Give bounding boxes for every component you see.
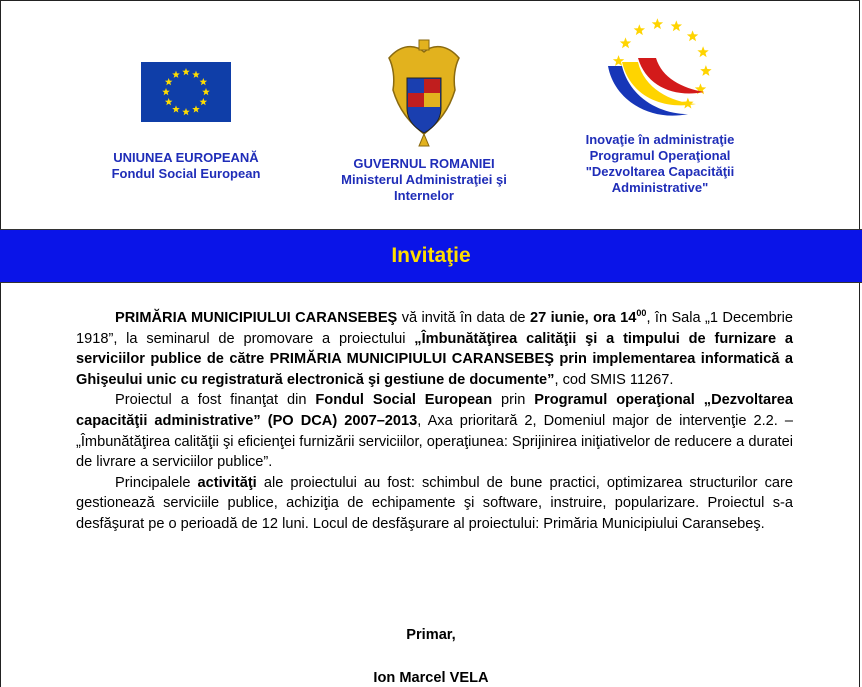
invitation-body xyxy=(76,308,793,535)
p1-date-text: 27 iunie, ora 14 xyxy=(529,310,637,326)
paragraph-3 xyxy=(76,473,793,535)
signature-role: Primar, xyxy=(406,627,456,643)
p1-text-d: , în Sala „1 Decembrie 1918”, la seminarul de promovare a proiectului xyxy=(76,310,793,347)
p2-program: Programul operaţional „Dezvoltarea capacităţii administrative” (PO DCA) 2007–2013 xyxy=(76,392,793,429)
ino-star-icon xyxy=(687,30,698,41)
coat-of-arms-icon xyxy=(383,38,465,150)
p3-text-a: Principalele xyxy=(115,474,198,491)
p1-project-title: „Îmbunătăţirea calităţii şi a timpului de furnizare a serviciilor publice de către PRIMĂRIA MUNICIPIULUI CARANSEBEŞ prin implementarea informatică a Ghişeului unic cu registratură electronică şi gestiune de documente” xyxy=(76,330,794,388)
p2-text-c: prin xyxy=(492,392,535,409)
p2-fund: Fondul Social European xyxy=(315,392,493,409)
ino-line4: Administrative" xyxy=(611,180,709,195)
p2-text-a: Proiectul a fost finanţat din xyxy=(115,392,316,409)
ino-star-icon xyxy=(620,37,631,48)
inovatie-logo-block xyxy=(560,18,760,196)
ino-star-icon xyxy=(700,65,711,76)
p1-date xyxy=(530,310,646,326)
eu-flag-icon xyxy=(141,62,231,122)
ino-line2: Programul Operaţional xyxy=(589,148,731,163)
eu-line1: UNIUNEA EUROPEANĂ xyxy=(113,150,259,165)
p1-text-f: , cod SMIS 11267. xyxy=(554,371,674,388)
title-banner xyxy=(0,229,862,283)
inovatie-logo-icon xyxy=(600,18,720,128)
p1-time-sup: 00 xyxy=(636,308,647,319)
signature-name: Ion Marcel VELA xyxy=(373,670,489,686)
p2-text-e: , Axa prioritară 2, Domeniul major de intervenţie 2.2. – „Îmbunătăţirea calităţii şi eficienţei furnizării serviciilor, operaţiunea: Sprijinirea iniţiativelor de reducere a duratei de livrare a serviciilor publice”. xyxy=(76,412,793,471)
p1-text-b: vă invită în data de xyxy=(397,310,530,326)
ino-line1: Inovaţie în administraţie xyxy=(585,132,735,147)
p3-text-c: ale proiectului au fost: schimbul de bune practici, optimizarea structurilor care gestionează serviciile publice, achiziţia de echipamente şi software, instruire, popularizare. Proiectul s-a desfăşurat pe o perioadă de 12 luni. Locul de desfăşurare al proiectului: Primăria Municipiului Caransebeş. xyxy=(76,474,793,532)
eu-logo-block xyxy=(88,62,284,182)
ino-star-icon xyxy=(613,55,624,66)
gov-line2: Ministerul Administraţiei şi xyxy=(341,172,507,187)
p3-activities: activităţi xyxy=(197,474,257,491)
paragraph-2 xyxy=(76,390,793,472)
paragraph-1 xyxy=(76,308,793,390)
ino-line3: "Dezvoltarea Capacităţii xyxy=(585,164,735,179)
page-title: Invitaţie xyxy=(391,244,471,267)
ino-star-icon xyxy=(634,24,645,35)
eu-line2: Fondul Social European xyxy=(111,166,261,181)
ino-star-icon xyxy=(671,20,682,31)
gov-line1: GUVERNUL ROMANIEI xyxy=(353,156,495,171)
gov-logo-block xyxy=(318,38,530,204)
gov-line3: Internelor xyxy=(394,188,454,203)
ino-star-icon xyxy=(652,18,663,29)
ino-star-icon xyxy=(697,46,708,57)
p1-institution: PRIMĂRIA MUNICIPIULUI CARANSEBEŞ xyxy=(115,310,398,326)
